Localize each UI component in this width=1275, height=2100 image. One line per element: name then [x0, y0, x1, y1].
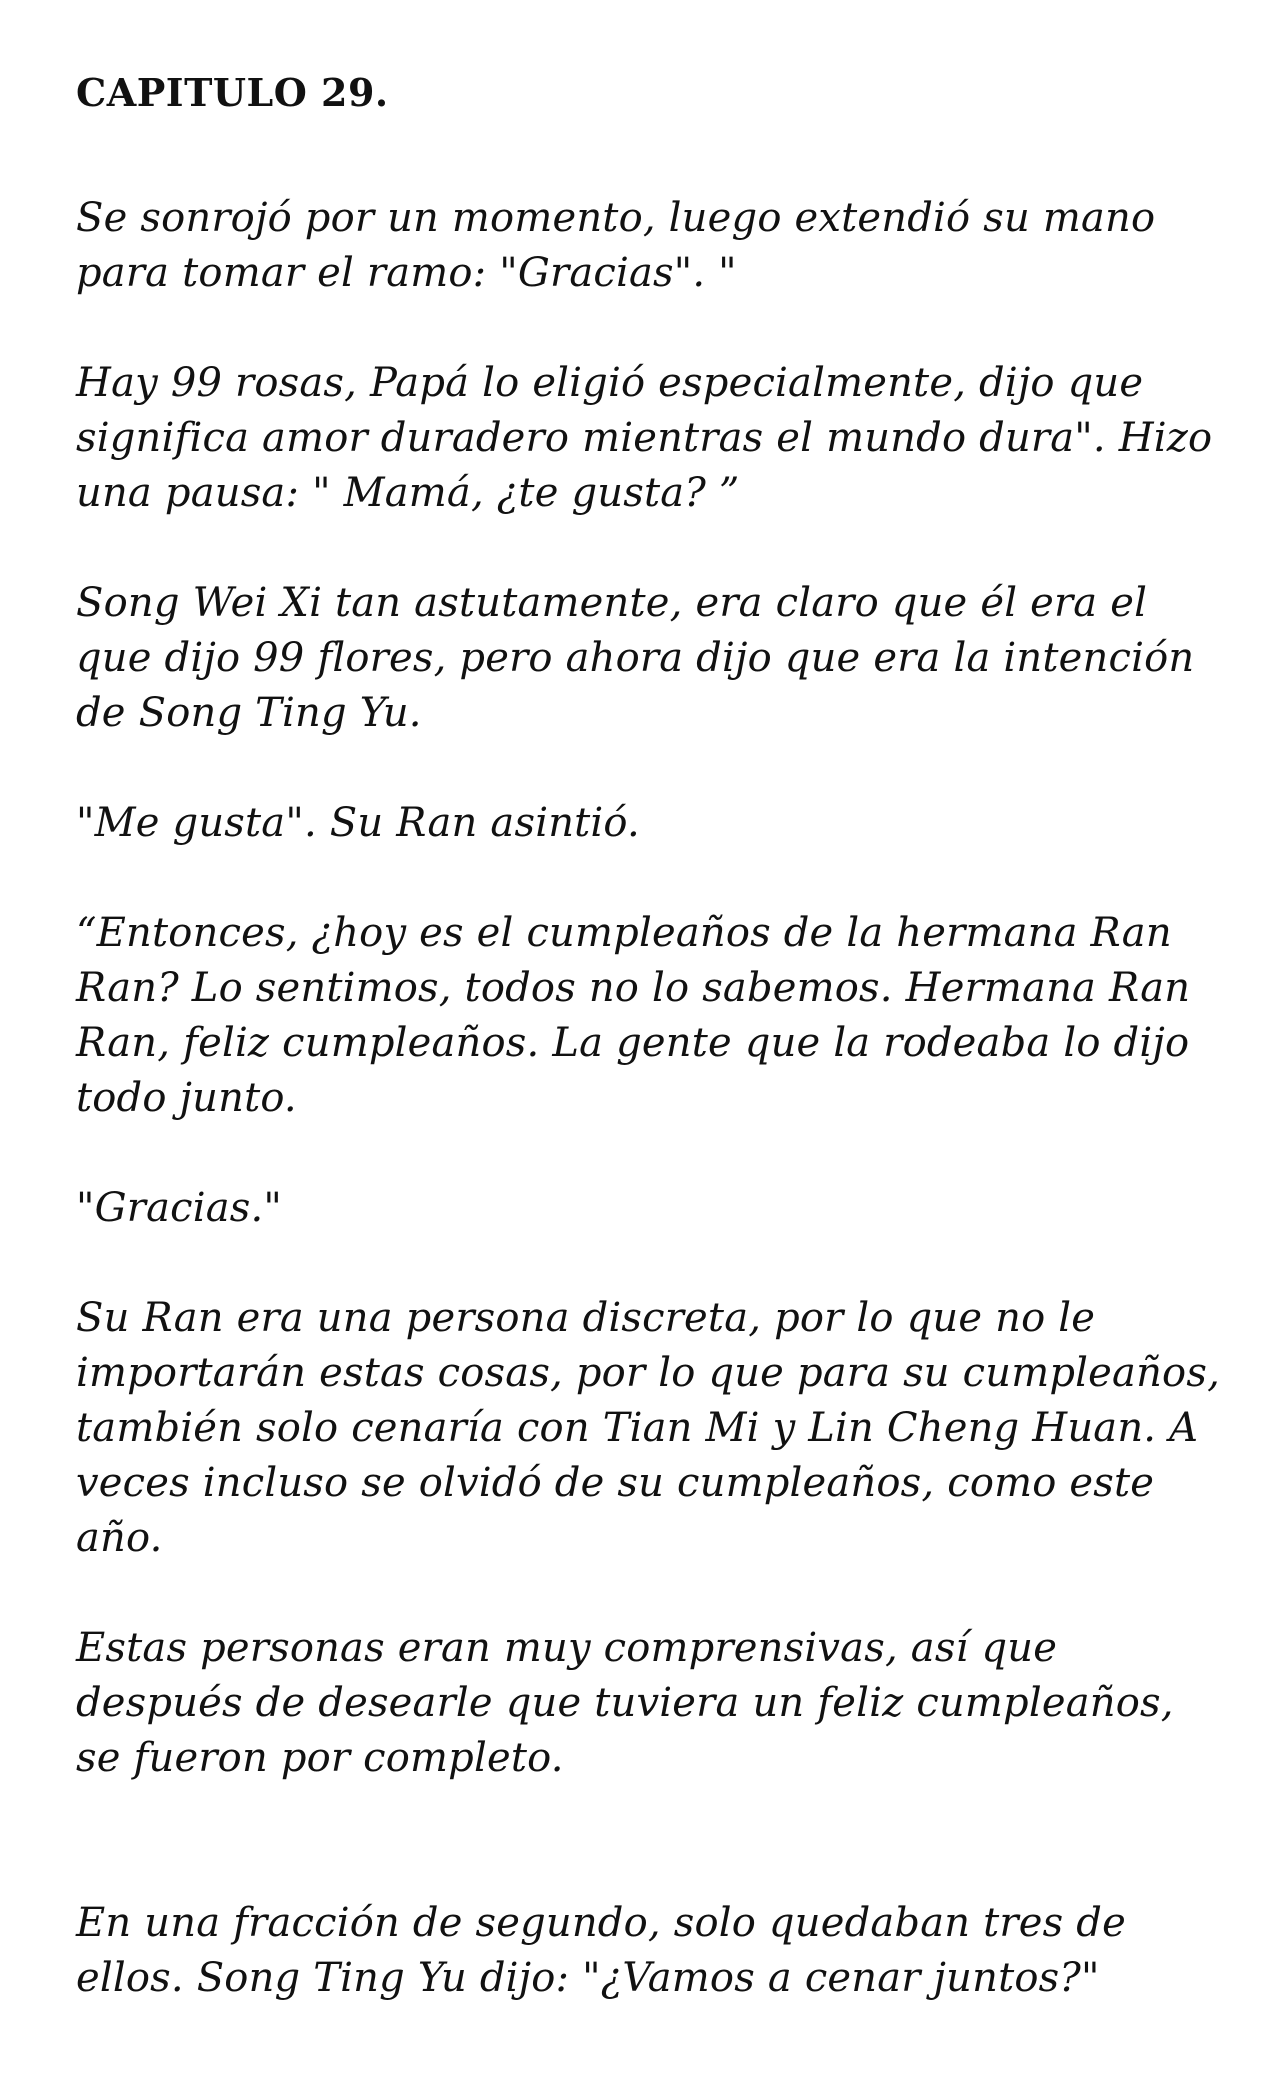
paragraph-1: Se sonrojó por un momento, luego extendió su mano para tomar el ramo: "Gracias". " [76, 194, 1156, 296]
paragraph-9: En una fracción de segundo, solo quedaban tres de ellos. Song Ting Yu dijo: "¿Vamos a cenar juntos?" [76, 1899, 1126, 2001]
paragraph-5: “Entonces, ¿hoy es el cumpleaños de la hermana Ran Ran? Lo sentimos, todos no lo sabemos. Hermana Ran Ran, feliz cumpleaños. La gente que la rodeaba lo dijo todo junto. [76, 909, 1191, 1121]
paragraph-7: Su Ran era una persona discreta, por lo que no le importarán estas cosas, por lo que para su cumpleaños, también solo cenaría con Tian Mi y Lin Cheng Huan. A veces incluso se olvidó de su cumpleaños, como este año. [76, 1294, 1220, 1561]
paragraph-4: "Me gusta". Su Ran asintió. [76, 799, 640, 846]
document-page [76, 70, 1226, 2061]
paragraph-6: "Gracias." [76, 1184, 283, 1231]
paragraph-2: Hay 99 rosas, Papá lo eligió especialmente, dijo que significa amor duradero mientras el mundo dura". Hizo una pausa: " Mamá, ¿te gusta? ” [76, 359, 1213, 516]
paragraph-3: Song Wei Xi tan astutamente, era claro que él era el que dijo 99 flores, pero ahora dijo que era la intención de Song Ting Yu. [76, 579, 1195, 736]
paragraph-8: Estas personas eran muy comprensivas, así que después de desearle que tuviera un feliz cumpleaños, se fueron por completo. [76, 1624, 1174, 1781]
chapter-title: CAPITULO 29. [76, 70, 389, 115]
